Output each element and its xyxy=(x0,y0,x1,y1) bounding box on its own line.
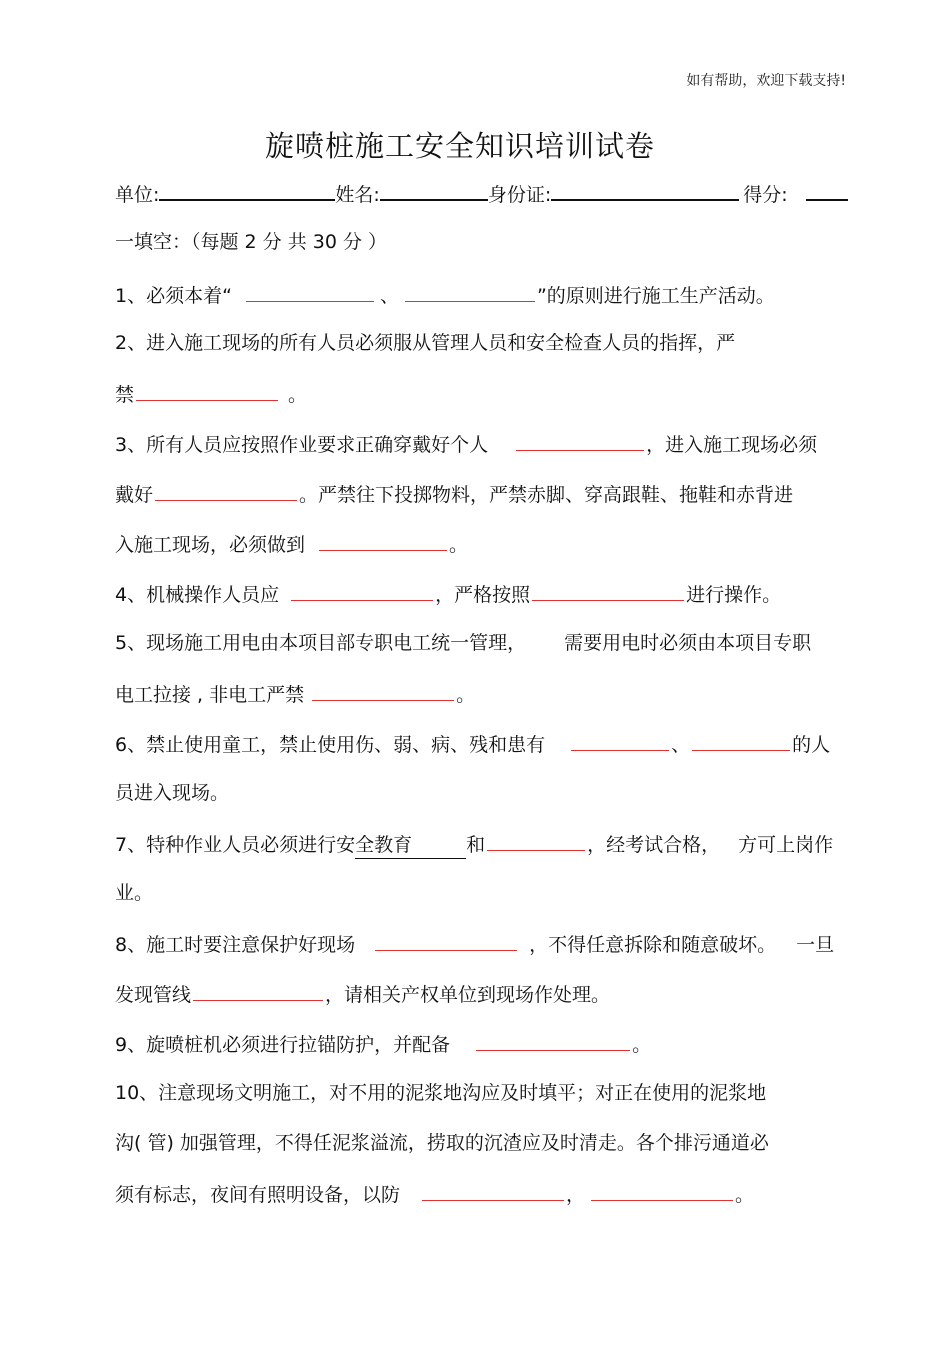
q10-blank-2[interactable] xyxy=(591,1180,733,1201)
q5-blank[interactable] xyxy=(312,680,454,701)
q3-text-a: 3、所有人员应按照作业要求正确穿戴好个人 xyxy=(115,434,489,456)
q3-text-d: 。严禁往下投掷物料，严禁赤脚、穿高跟鞋、拖鞋和赤背进 xyxy=(299,484,794,506)
question-8-line-2 xyxy=(115,980,610,1008)
id-blank[interactable] xyxy=(551,179,739,201)
question-10-line-2: 沟( 管) 加强管理，不得任泥浆溢流，捞取的沉渣应及时清走。各个排污通道必 xyxy=(115,1132,769,1154)
info-line xyxy=(115,179,848,208)
q8-text-c: 一旦 xyxy=(796,934,835,956)
id-label: 身份证: xyxy=(487,184,552,206)
q6-text-a: 6、禁止使用童工，禁止使用伤、弱、病、残和患有 xyxy=(115,734,546,756)
question-5-line-1 xyxy=(115,630,811,656)
q8-text-d: 发现管线 xyxy=(115,984,192,1006)
q8-blank-1[interactable] xyxy=(375,930,517,951)
question-3-line-1 xyxy=(115,430,817,458)
q9-text-b: 。 xyxy=(632,1034,652,1056)
q9-blank[interactable] xyxy=(476,1030,630,1051)
q1-text-b: ”的原则进行施工生产活动。 xyxy=(536,285,775,307)
q3-text-b: ，进入施工现场必须 xyxy=(646,434,818,456)
question-4 xyxy=(115,580,781,608)
q8-text-b: ，不得任意拆除和随意破坏。 xyxy=(529,934,777,956)
q2-text-b: 禁 xyxy=(115,384,135,406)
q1-blank-2[interactable] xyxy=(405,281,535,302)
q1-sep: 、 xyxy=(379,285,399,307)
q7-underlined-answer xyxy=(355,832,466,859)
q7-text-d: 方可上岗作 xyxy=(738,834,834,856)
q2-blank[interactable] xyxy=(136,380,278,401)
q5-text-d: 。 xyxy=(456,684,476,706)
q3-blank-2[interactable] xyxy=(155,480,297,501)
question-7-line-2: 业。 xyxy=(115,882,154,904)
question-7-line-1 xyxy=(115,830,833,859)
score-blank[interactable] xyxy=(806,179,848,201)
header-note: 如有帮助，欢迎下载支持! xyxy=(686,73,846,89)
q7-text-a: 7、特种作业人员必须进行安 xyxy=(115,834,356,856)
unit-label: 单位: xyxy=(115,184,160,206)
q5-text-c: 电工拉接 , 非电工严禁 xyxy=(115,684,305,706)
q1-blank-1[interactable] xyxy=(246,281,374,302)
q4-text-a: 4、机械操作人员应 xyxy=(115,584,280,606)
question-6-line-1 xyxy=(115,730,830,758)
q5-text-a: 5、现场施工用电由本项目部专职电工统一管理， xyxy=(115,632,527,654)
question-3-line-2 xyxy=(115,480,793,508)
q10-sep: ， xyxy=(566,1184,586,1206)
question-6-line-2: 员进入现场。 xyxy=(115,782,230,804)
question-2-line-1: 2、进入施工现场的所有人员必须服从管理人员和安全检查人员的指挥，严 xyxy=(115,332,736,354)
q6-blank-1[interactable] xyxy=(571,730,669,751)
q4-blank-1[interactable] xyxy=(291,580,433,601)
q8-blank-2[interactable] xyxy=(193,980,323,1001)
q4-text-c: 进行操作。 xyxy=(686,584,782,606)
q2-text-c: 。 xyxy=(288,384,308,406)
name-label: 姓名: xyxy=(335,184,380,206)
question-10-line-3 xyxy=(115,1180,754,1208)
q7-text-b: 和 xyxy=(466,834,486,856)
q3-text-c: 戴好 xyxy=(115,484,154,506)
question-5-line-2 xyxy=(115,680,475,708)
q7-underlined-text: 全教育 xyxy=(355,834,413,856)
q4-text-b: ，严格按照 xyxy=(435,584,531,606)
question-10-line-1: 10、注意现场文明施工，对不用的泥浆地沟应及时填平；对正在使用的泥浆地 xyxy=(115,1082,767,1104)
q4-blank-2[interactable] xyxy=(532,580,684,601)
q3-text-f: 。 xyxy=(449,534,469,556)
q10-blank-1[interactable] xyxy=(422,1180,564,1201)
question-1 xyxy=(115,281,775,309)
q5-text-b: 需要用电时必须由本项目专职 xyxy=(564,632,812,654)
q7-blank[interactable] xyxy=(487,830,585,851)
q10-text-d: 。 xyxy=(735,1184,755,1206)
unit-blank[interactable] xyxy=(159,179,335,201)
q6-text-b: 的人 xyxy=(792,734,831,756)
q3-text-e: 入施工现场，必须做到 xyxy=(115,534,306,556)
name-blank[interactable] xyxy=(380,179,488,201)
q10-text-c: 须有标志，夜间有照明设备，以防 xyxy=(115,1184,401,1206)
q8-text-a: 8、施工时要注意保护好现场 xyxy=(115,934,356,956)
score-label: 得分: xyxy=(743,184,788,206)
q3-blank-3[interactable] xyxy=(319,530,447,551)
question-3-line-3 xyxy=(115,530,468,558)
question-9 xyxy=(115,1030,651,1058)
q3-blank-1[interactable] xyxy=(516,430,644,451)
q1-text-a: 1、必须本着“ xyxy=(115,285,232,307)
q8-text-e: ，请相关产权单位到现场作处理。 xyxy=(325,984,611,1006)
q6-sep: 、 xyxy=(671,734,691,756)
section-heading: 一填空：（每题 2 分 共 30 分 ） xyxy=(115,231,388,253)
question-2-line-2 xyxy=(115,380,307,408)
q7-text-c: ，经考试合格， xyxy=(587,834,721,856)
question-8-line-1 xyxy=(115,930,834,958)
page-title: 旋喷桩施工安全知识培训试卷 xyxy=(264,129,655,163)
q9-text-a: 9、旋喷桩机必须进行拉锚防护，并配备 xyxy=(115,1034,451,1056)
q6-blank-2[interactable] xyxy=(692,730,790,751)
